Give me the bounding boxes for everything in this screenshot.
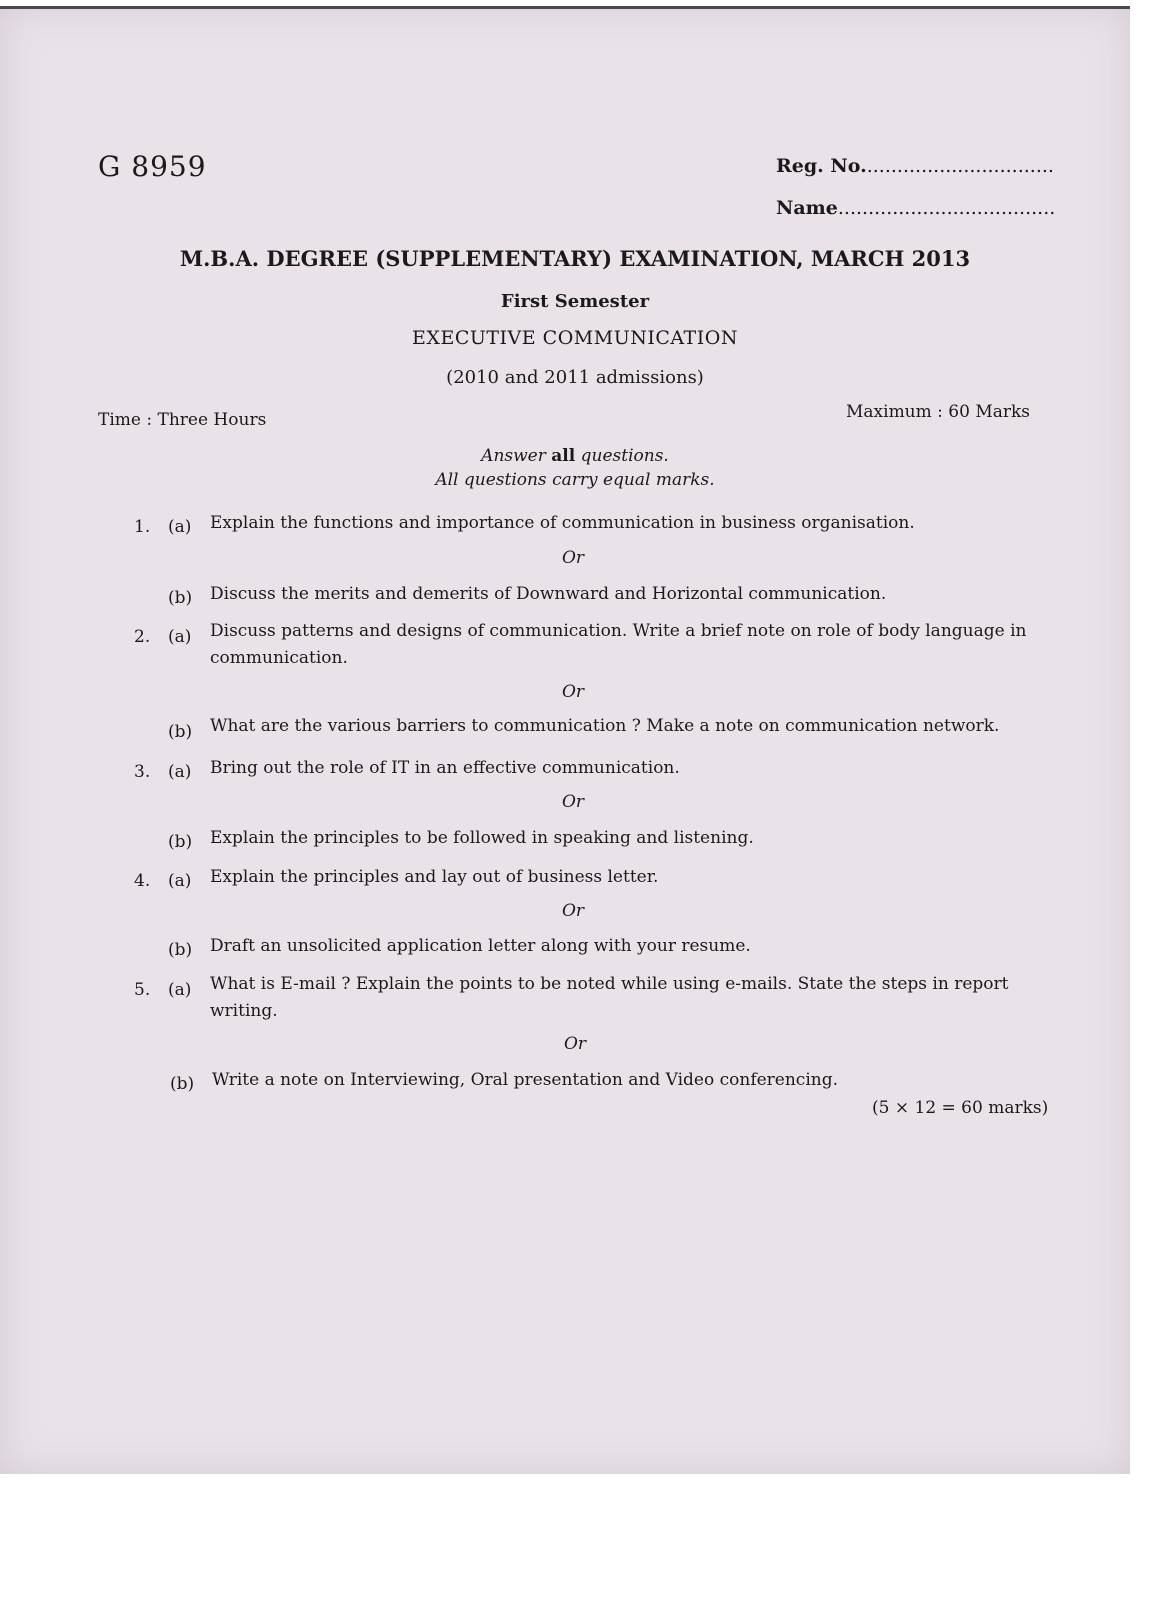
question-number: 5. — [134, 980, 151, 1000]
question-text: Discuss patterns and designs of communication. Write a brief note on role of body language in — [210, 621, 1027, 641]
reg-no-dots: ............................... — [866, 155, 1054, 177]
instruction-answer-bold: all — [551, 446, 576, 466]
question-number: 4. — [134, 871, 151, 891]
question-text: Draft an unsolicited application letter along with your resume. — [210, 936, 751, 956]
question-text: Explain the principles to be followed in speaking and listening. — [210, 828, 754, 848]
max-marks: Maximum : 60 Marks — [846, 402, 1031, 422]
part-a-label: (a) — [168, 871, 192, 891]
question-text-continued: writing. — [210, 1001, 278, 1021]
name-label: Name — [776, 197, 838, 219]
subject: EXECUTIVE COMMUNICATION — [412, 327, 738, 349]
or-separator: Or — [562, 682, 585, 702]
question-text: Discuss the merits and demerits of Downward and Horizontal communication. — [210, 584, 887, 604]
question-text: What are the various barriers to communication ? Make a note on communication network. — [210, 716, 1000, 736]
reg-no-label: Reg. No. — [776, 155, 867, 177]
question-text: What is E-mail ? Explain the points to be noted while using e-mails. State the steps in report — [210, 974, 1009, 994]
name-dots: .................................... — [837, 197, 1056, 219]
question-text: Write a note on Interviewing, Oral presentation and Video conferencing. — [212, 1070, 839, 1090]
or-separator: Or — [562, 548, 585, 568]
admissions: (2010 and 2011 admissions) — [446, 367, 704, 388]
part-b-label: (b) — [168, 940, 193, 960]
instruction-equal-marks: All questions carry equal marks. — [435, 470, 715, 490]
part-b-label: (b) — [170, 1074, 195, 1094]
question-number: 2. — [134, 627, 151, 647]
or-separator: Or — [562, 792, 585, 812]
instruction-answer-all — [0, 446, 1140, 466]
total-marks: (5 × 12 = 60 marks) — [872, 1098, 1049, 1118]
name-field — [776, 197, 1055, 219]
reg-no-field — [776, 155, 1054, 177]
part-a-label: (a) — [168, 762, 192, 782]
exam-title: M.B.A. DEGREE (SUPPLEMENTARY) EXAMINATION, MARCH 2013 — [179, 246, 971, 271]
top-edge-line — [0, 6, 1130, 9]
time-allowed: Time : Three Hours — [98, 410, 267, 430]
question-text: Explain the principles and lay out of business letter. — [210, 867, 659, 887]
or-separator: Or — [564, 1034, 587, 1054]
part-b-label: (b) — [168, 832, 193, 852]
question-text-continued: communication. — [210, 648, 348, 668]
part-b-label: (b) — [168, 588, 193, 608]
paper-code: G 8959 — [98, 150, 207, 183]
question-number: 3. — [134, 762, 151, 782]
part-b-label: (b) — [168, 722, 193, 742]
instruction-answer-suffix: questions. — [580, 446, 669, 466]
question-text: Bring out the role of IT in an effective communication. — [210, 758, 680, 778]
semester: First Semester — [500, 291, 650, 312]
instruction-answer-prefix: Answer — [481, 446, 546, 466]
part-a-label: (a) — [168, 517, 192, 537]
part-a-label: (a) — [168, 980, 192, 1000]
question-number: 1. — [134, 517, 151, 537]
or-separator: Or — [562, 901, 585, 921]
part-a-label: (a) — [168, 627, 192, 647]
question-text: Explain the functions and importance of communication in business organisation. — [210, 513, 915, 533]
